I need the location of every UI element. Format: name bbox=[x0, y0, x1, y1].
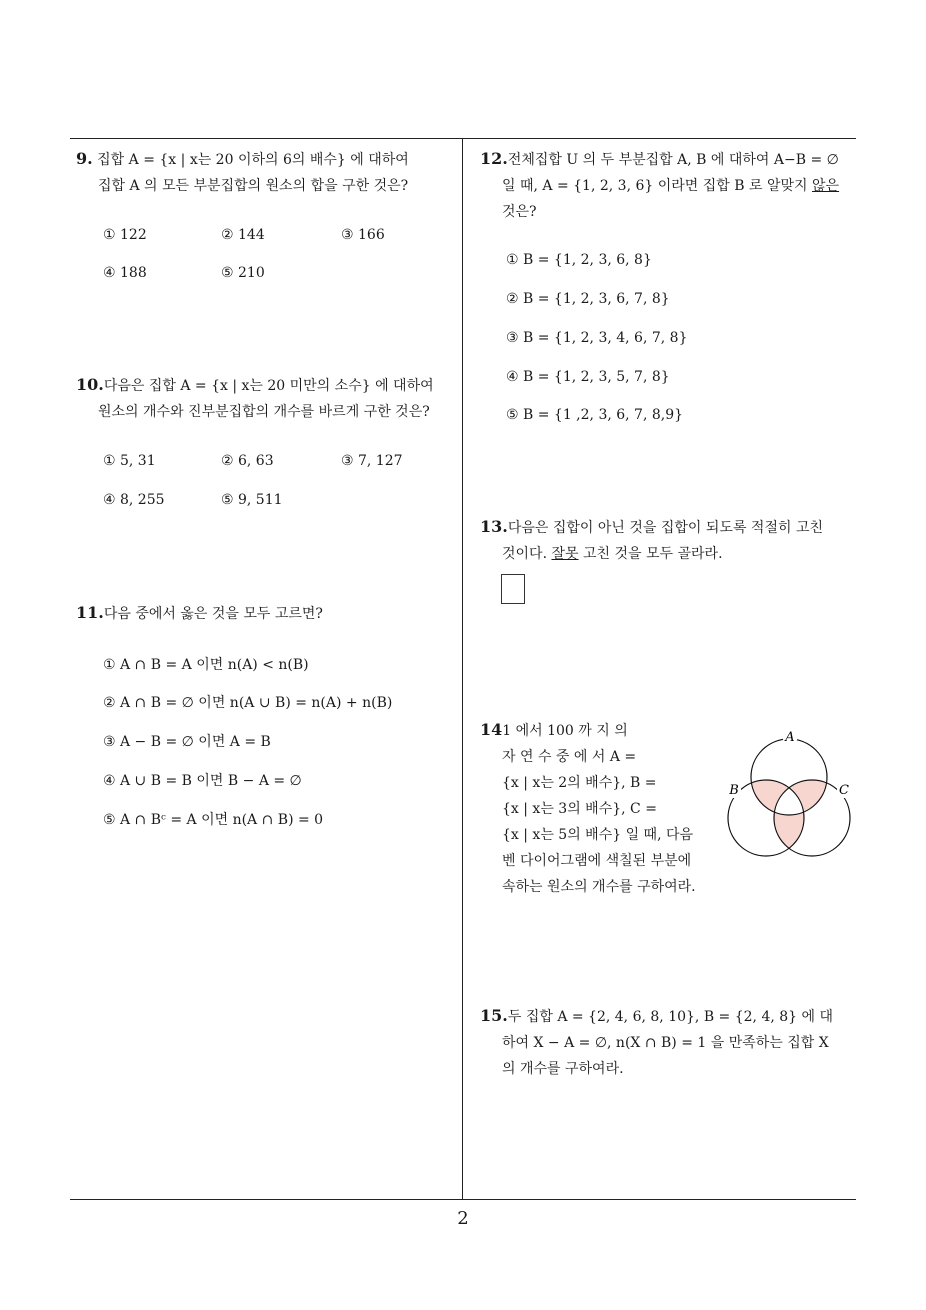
question-text: {x | x는 5의 배수} 일 때, 다음 bbox=[502, 827, 694, 843]
question-text: 다음은 집합 A = {x | x는 20 미만의 소수} 에 대하여 bbox=[103, 378, 434, 394]
question-text: 속하는 원소의 개수를 구하여라. bbox=[502, 879, 696, 895]
option-4[interactable]: ④ A ∪ B = B 이면 B − A = ∅ bbox=[103, 773, 302, 789]
question-text: 하여 X − A = ∅, n(X ∩ B) = 1 을 만족하는 집합 X bbox=[502, 1035, 829, 1051]
option-2[interactable]: ② 144 bbox=[221, 227, 265, 243]
question-text: 전체집합 U 의 두 부분집합 A, B 에 대하여 A−B = ∅ bbox=[507, 152, 839, 168]
question-number: 14 bbox=[480, 720, 503, 739]
question-text: 두 집합 A = {2, 4, 6, 8, 10}, B = {2, 4, 8} 에 대 bbox=[507, 1009, 834, 1025]
option-5[interactable]: ⑤ B = {1 ,2, 3, 6, 7, 8,9} bbox=[506, 407, 684, 423]
question-14 bbox=[480, 717, 712, 900]
option-3[interactable]: ③ 7, 127 bbox=[341, 453, 403, 469]
question-12 bbox=[480, 146, 860, 225]
question-number: 11. bbox=[76, 603, 104, 622]
question-number: 10. bbox=[76, 375, 104, 394]
option-5[interactable]: ⑤ 210 bbox=[221, 265, 265, 281]
question-number: 13. bbox=[480, 517, 508, 536]
option-5[interactable]: ⑤ 9, 511 bbox=[221, 492, 283, 508]
option-4[interactable]: ④ B = {1, 2, 3, 5, 7, 8} bbox=[506, 369, 670, 385]
option-3[interactable]: ③ 166 bbox=[341, 227, 385, 243]
option-3[interactable]: ③ A − B = ∅ 이면 A = B bbox=[103, 734, 271, 750]
question-text: 자 연 수 중 에 서 A = bbox=[502, 749, 637, 765]
question-13 bbox=[480, 514, 860, 567]
question-number: 12. bbox=[480, 149, 508, 168]
column-divider bbox=[462, 138, 463, 1200]
question-text: 다음은 집합이 아닌 것을 집합이 되도록 적절히 고친 bbox=[507, 520, 823, 536]
venn-diagram bbox=[716, 722, 862, 868]
page-number: 2 bbox=[457, 1208, 469, 1229]
question-text: {x | x는 3의 배수}, C = bbox=[502, 801, 657, 817]
label-a: A bbox=[785, 730, 795, 745]
question-text: {x | x는 2의 배수}, B = bbox=[502, 775, 657, 791]
option-4[interactable]: ④ 188 bbox=[103, 265, 147, 281]
label-c: C bbox=[839, 783, 849, 798]
question-text: 다음 중에서 옳은 것을 모두 고르면? bbox=[103, 606, 323, 622]
question-9 bbox=[76, 146, 458, 199]
option-1[interactable]: ① 122 bbox=[103, 227, 147, 243]
question-number: 9. bbox=[76, 149, 93, 168]
underlined-word: 잘못 bbox=[551, 546, 579, 562]
option-1[interactable]: ① A ∩ B = A 이면 n(A) < n(B) bbox=[103, 657, 309, 673]
question-text: 집합 A 의 모든 부분집합의 원소의 합을 구한 것은? bbox=[98, 178, 409, 194]
question-text: 원소의 개수와 진부분집합의 개수를 바르게 구한 것은? bbox=[98, 404, 430, 420]
bottom-rule bbox=[70, 1199, 856, 1200]
option-1[interactable]: ① 5, 31 bbox=[103, 453, 156, 469]
option-4[interactable]: ④ 8, 255 bbox=[103, 492, 165, 508]
question-text: 집합 A = {x | x는 20 이하의 6의 배수} 에 대하여 bbox=[97, 152, 409, 168]
option-2[interactable]: ② 6, 63 bbox=[221, 453, 274, 469]
question-10 bbox=[76, 372, 458, 425]
answer-box[interactable] bbox=[501, 574, 525, 604]
top-rule bbox=[70, 138, 856, 139]
label-b: B bbox=[729, 783, 739, 798]
question-text: 의 개수를 구하여라. bbox=[502, 1061, 624, 1077]
question-text: 고친 것을 모두 골라라. bbox=[583, 546, 723, 562]
question-text: 일 때, A = {1, 2, 3, 6} 이라면 집합 B 로 알맞지 bbox=[502, 178, 808, 194]
underlined-word: 않은 bbox=[812, 178, 840, 194]
question-text: 1 에서 100 까 지 의 bbox=[502, 723, 628, 739]
option-2[interactable]: ② A ∩ B = ∅ 이면 n(A ∪ B) = n(A) + n(B) bbox=[103, 695, 393, 711]
question-text: 벤 다이어그램에 색칠된 부분에 bbox=[502, 853, 692, 869]
question-number: 15. bbox=[480, 1006, 508, 1025]
option-3[interactable]: ③ B = {1, 2, 3, 4, 6, 7, 8} bbox=[506, 330, 688, 346]
question-text: 것은? bbox=[502, 204, 537, 220]
option-1[interactable]: ① B = {1, 2, 3, 6, 8} bbox=[506, 252, 652, 268]
option-2[interactable]: ② B = {1, 2, 3, 6, 7, 8} bbox=[506, 291, 670, 307]
question-11 bbox=[76, 600, 458, 627]
option-5[interactable]: ⑤ A ∩ Bᶜ = A 이면 n(A ∩ B) = 0 bbox=[103, 812, 324, 828]
question-text: 것이다. bbox=[502, 546, 548, 562]
question-15 bbox=[480, 1003, 860, 1082]
